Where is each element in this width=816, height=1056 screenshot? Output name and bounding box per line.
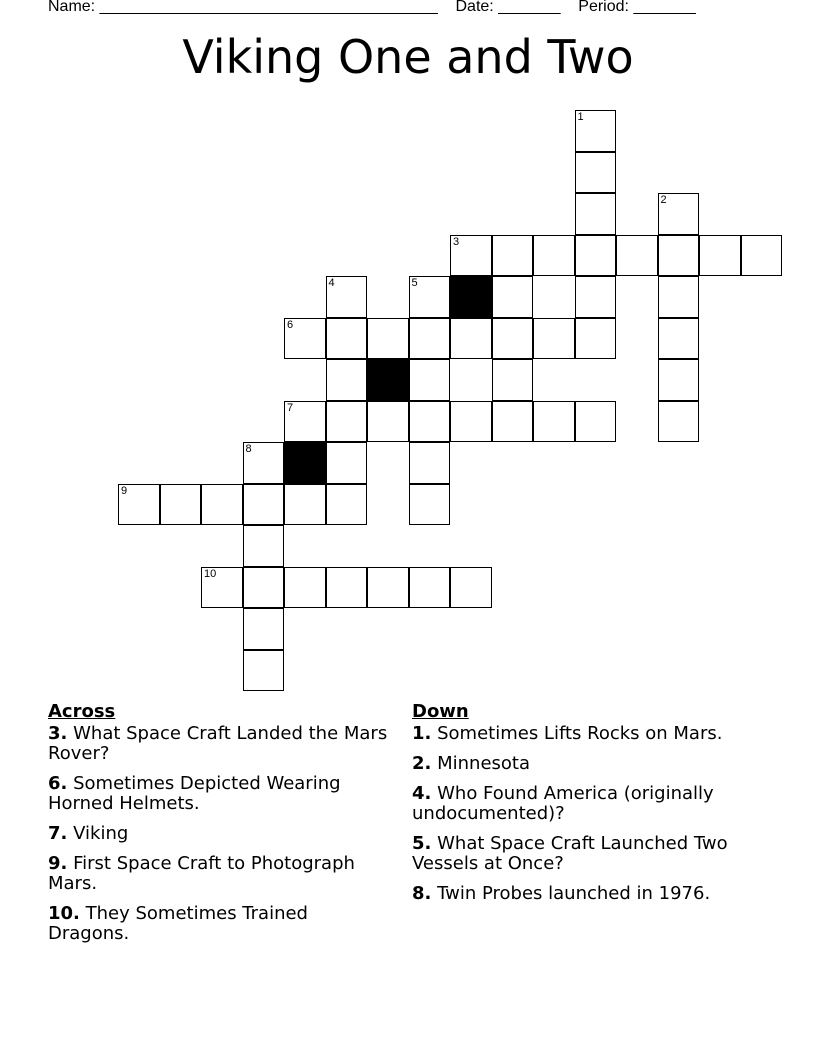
student-info-line bbox=[48, 0, 768, 22]
clue-text: What Space Craft Launched Two Vessels at Once? bbox=[412, 833, 728, 874]
crossword-cell[interactable] bbox=[741, 235, 783, 277]
crossword-cell[interactable] bbox=[243, 650, 285, 692]
crossword-cell[interactable] bbox=[409, 442, 451, 484]
crossword-cell[interactable] bbox=[492, 276, 534, 318]
clue-text: What Space Craft Landed the Mars Rover? bbox=[48, 723, 388, 764]
crossword-cell[interactable] bbox=[575, 235, 617, 277]
crossword-cell[interactable] bbox=[450, 401, 492, 443]
crossword-cell[interactable] bbox=[658, 401, 700, 443]
crossword-cell[interactable] bbox=[326, 401, 368, 443]
crossword-cell[interactable] bbox=[492, 235, 534, 277]
crossword-cell[interactable] bbox=[658, 235, 700, 277]
black-square bbox=[284, 442, 326, 484]
crossword-cell[interactable] bbox=[575, 318, 617, 360]
crossword-cell[interactable] bbox=[284, 484, 326, 526]
clue-number-label: 10 bbox=[204, 567, 217, 580]
across-clue bbox=[48, 904, 388, 944]
crossword-cell[interactable] bbox=[533, 235, 575, 277]
crossword-cell[interactable] bbox=[201, 484, 243, 526]
clue-number-label: 6 bbox=[287, 318, 294, 331]
clue-text: Sometimes Lifts Rocks on Mars. bbox=[437, 723, 723, 744]
crossword-cell[interactable] bbox=[575, 401, 617, 443]
down-clue bbox=[412, 784, 762, 824]
clue-number: 4. bbox=[412, 783, 432, 804]
crossword-cell[interactable] bbox=[658, 359, 700, 401]
crossword-cell[interactable] bbox=[367, 401, 409, 443]
across-clue bbox=[48, 854, 388, 894]
crossword-cell[interactable] bbox=[367, 318, 409, 360]
down-clues bbox=[412, 702, 762, 914]
crossword-cell[interactable] bbox=[575, 110, 617, 152]
crossword-cell[interactable] bbox=[326, 276, 368, 318]
clue-text: First Space Craft to Photograph Mars. bbox=[48, 853, 355, 894]
crossword-cell[interactable] bbox=[658, 193, 700, 235]
clue-text: Sometimes Depicted Wearing Horned Helmets. bbox=[48, 773, 341, 814]
crossword-cell[interactable] bbox=[492, 359, 534, 401]
black-square bbox=[450, 276, 492, 318]
crossword-cell[interactable] bbox=[409, 401, 451, 443]
down-clue bbox=[412, 724, 762, 744]
crossword-cell[interactable] bbox=[616, 235, 658, 277]
crossword-cell[interactable] bbox=[575, 152, 617, 194]
black-square bbox=[367, 359, 409, 401]
clue-number: 8. bbox=[412, 883, 432, 904]
date-field[interactable]: _______ bbox=[498, 0, 561, 15]
crossword-cell[interactable] bbox=[243, 567, 285, 609]
crossword-cell[interactable] bbox=[243, 484, 285, 526]
crossword-cell[interactable] bbox=[326, 567, 368, 609]
clue-number: 3. bbox=[48, 723, 68, 744]
across-heading: Across bbox=[48, 701, 116, 722]
crossword-cell[interactable] bbox=[326, 318, 368, 360]
date-label: Date: bbox=[455, 0, 494, 15]
name-field[interactable]: ______________________________________ bbox=[99, 0, 438, 15]
crossword-cell[interactable] bbox=[450, 235, 492, 277]
crossword-cell[interactable] bbox=[201, 567, 243, 609]
clue-text: Twin Probes launched in 1976. bbox=[437, 883, 711, 904]
crossword-cell[interactable] bbox=[160, 484, 202, 526]
clue-number-label: 7 bbox=[287, 401, 294, 414]
clue-text: They Sometimes Trained Dragons. bbox=[48, 903, 308, 944]
crossword-cell[interactable] bbox=[533, 401, 575, 443]
clue-number: 6. bbox=[48, 773, 68, 794]
clue-text: Minnesota bbox=[437, 753, 531, 774]
clue-number-label: 4 bbox=[328, 277, 335, 289]
across-clue bbox=[48, 774, 388, 814]
clue-number: 7. bbox=[48, 823, 68, 844]
page-title: Viking One and Two bbox=[182, 30, 634, 84]
clue-number-label: 5 bbox=[411, 277, 418, 289]
crossword-cell[interactable] bbox=[409, 359, 451, 401]
clue-number: 10. bbox=[48, 903, 80, 924]
clue-number-label: 3 bbox=[453, 235, 460, 248]
crossword-cell[interactable] bbox=[492, 318, 534, 360]
crossword-cell[interactable] bbox=[575, 193, 617, 235]
crossword-cell[interactable] bbox=[409, 318, 451, 360]
down-heading: Down bbox=[412, 701, 469, 722]
crossword-cell[interactable] bbox=[533, 318, 575, 360]
across-clue bbox=[48, 824, 388, 844]
crossword-cell[interactable] bbox=[492, 401, 534, 443]
across-clue bbox=[48, 724, 388, 764]
clue-text: Who Found America (originally undocumented)? bbox=[412, 783, 714, 824]
crossword-cell[interactable] bbox=[450, 567, 492, 609]
clue-number-label: 2 bbox=[660, 194, 667, 206]
crossword-cell[interactable] bbox=[118, 484, 160, 526]
clue-number: 1. bbox=[412, 723, 432, 744]
clue-number: 5. bbox=[412, 833, 432, 854]
crossword-cell[interactable] bbox=[658, 318, 700, 360]
clue-number-label: 8 bbox=[245, 443, 252, 455]
crossword-cell[interactable] bbox=[658, 276, 700, 318]
period-field[interactable]: _______ bbox=[633, 0, 696, 15]
crossword-cell[interactable] bbox=[699, 235, 741, 277]
clue-text: Viking bbox=[73, 823, 129, 844]
clue-number-label: 1 bbox=[577, 111, 584, 123]
down-clue bbox=[412, 834, 762, 874]
crossword-cell[interactable] bbox=[450, 318, 492, 360]
crossword-cell[interactable] bbox=[284, 567, 326, 609]
across-clues bbox=[48, 702, 388, 954]
crossword-cell[interactable] bbox=[409, 484, 451, 526]
crossword-cell[interactable] bbox=[243, 608, 285, 650]
down-clue bbox=[412, 884, 762, 904]
crossword-cell[interactable] bbox=[243, 525, 285, 567]
clue-number: 2. bbox=[412, 753, 432, 774]
crossword-cell[interactable] bbox=[575, 276, 617, 318]
crossword-cell[interactable] bbox=[243, 442, 285, 484]
clue-number-label: 9 bbox=[121, 484, 128, 497]
crossword-cell[interactable] bbox=[284, 318, 326, 360]
down-clue bbox=[412, 754, 762, 774]
clue-number: 9. bbox=[48, 853, 68, 874]
crossword-cell[interactable] bbox=[284, 401, 326, 443]
name-label: Name: bbox=[48, 0, 96, 15]
crossword-cell[interactable] bbox=[367, 567, 409, 609]
crossword-cell[interactable] bbox=[326, 359, 368, 401]
crossword-cell[interactable] bbox=[326, 442, 368, 484]
crossword-cell[interactable] bbox=[409, 567, 451, 609]
period-label: Period: bbox=[578, 0, 629, 15]
crossword-cell[interactable] bbox=[409, 276, 451, 318]
crossword-cell[interactable] bbox=[326, 484, 368, 526]
